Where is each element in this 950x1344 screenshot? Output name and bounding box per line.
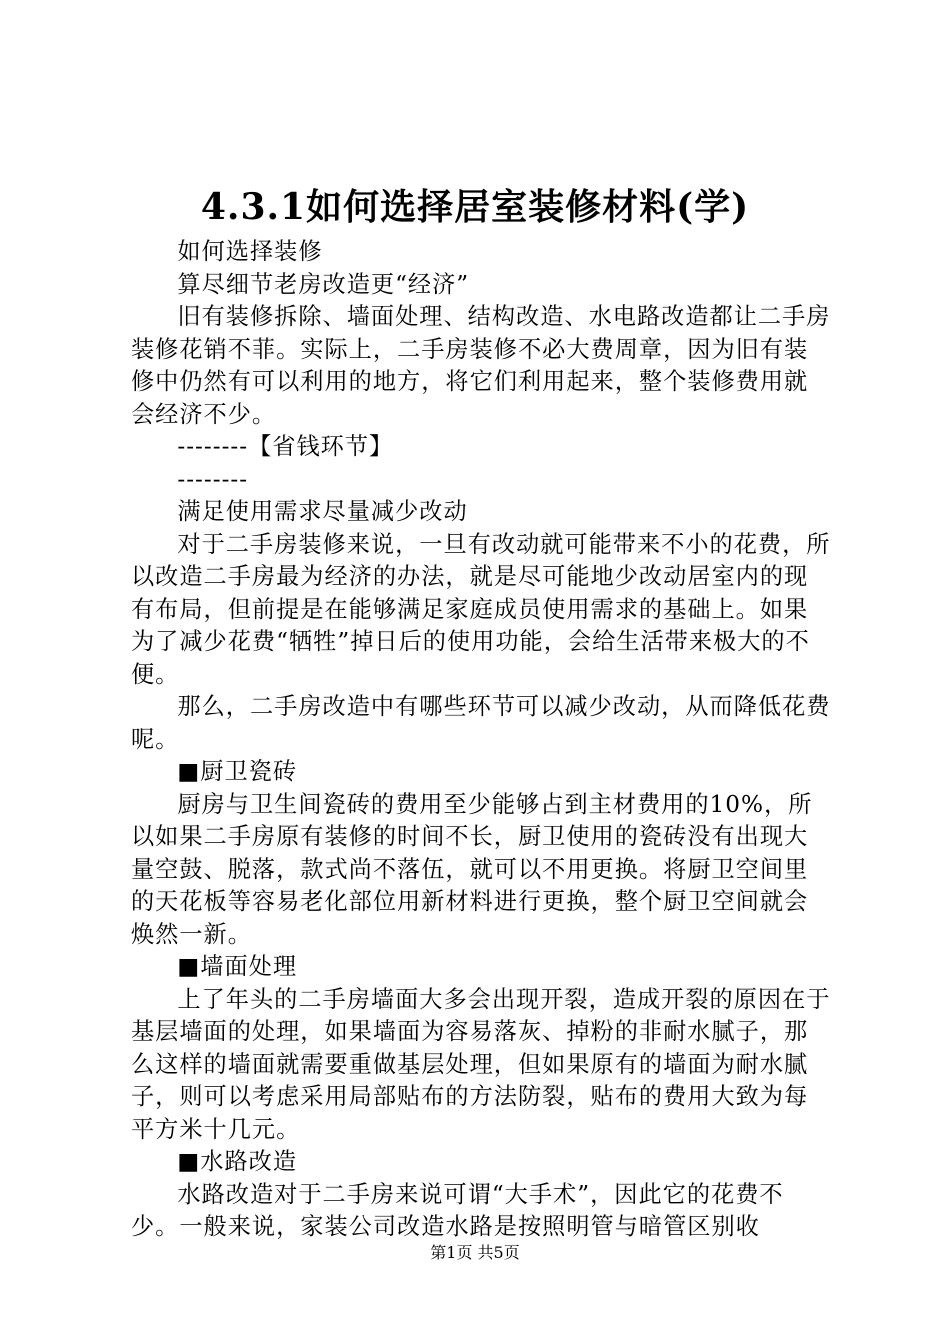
section-heading-walls: ■墙面处理 (177, 953, 298, 980)
document-body (131, 236, 831, 1244)
paragraph: 厨房与卫生间瓷砖的费用至少能够占到主材费用的10%，所以如果二手房原有装修的时间不长，厨卫使用的瓷砖没有出现大量空鼓、脱落，款式尚不落伍，就可以不用更换。将厨卫空间里的天花板等容易老化部位用新材料进行更换，整个厨卫空间就会焕然一新。 (131, 790, 813, 948)
paragraph-heading: 满足使用需求尽量减少改动 (177, 498, 468, 525)
paragraph: 水路改造对于二手房来说可谓“大手术”，因此它的花费不少。一般来说，家装公司改造水路是按照明管与暗管区别收 (131, 1180, 784, 1240)
paragraph: 对于二手房装修来说，一旦有改动就可能带来不小的花费，所以改造二手房最为经济的办法，就是尽可能地少改动居室内的现有布局，但前提是在能够满足家庭成员使用需求的基础上。如果为了减少花费“牺牲”掉日后的使用功能，会给生活带来极大的不便。 (131, 530, 831, 688)
paragraph-subtitle: 如何选择装修 (177, 238, 323, 265)
section-divider-label: --------【省钱环节】 (177, 433, 394, 460)
paragraph: 那么，二手房改造中有哪些环节可以减少改动，从而降低花费呢。 (131, 693, 831, 753)
section-heading-plumbing: ■水路改造 (177, 1148, 298, 1175)
section-divider-line: -------- (177, 465, 249, 493)
paragraph-heading: 算尽细节老房改造更“经济” (177, 270, 470, 298)
paragraph: 上了年头的二手房墙面大多会出现开裂，造成开裂的原因在于基层墙面的处理，如果墙面为容易落灰、掉粉的非耐水腻子，那么这样的墙面就需要重做基层处理，但如果原有的墙面为耐水腻子，则可以考虑采用局部贴布的方法防裂，贴布的费用大致为每平方米十几元。 (131, 985, 831, 1143)
document-title: 4.3.1如何选择居室装修材料(学) (200, 186, 750, 228)
paragraph-intro: 旧有装修拆除、墙面处理、结构改造、水电路改造都让二手房装修花销不菲。实际上，二手房装修不必大费周章，因为旧有装修中仍然有可以利用的地方，将它们利用起来，整个装修费用就会经济不少。 (131, 303, 831, 428)
page-footer: 第1页 共5页 (430, 1243, 520, 1262)
section-heading-tiles: ■厨卫瓷砖 (177, 758, 298, 785)
